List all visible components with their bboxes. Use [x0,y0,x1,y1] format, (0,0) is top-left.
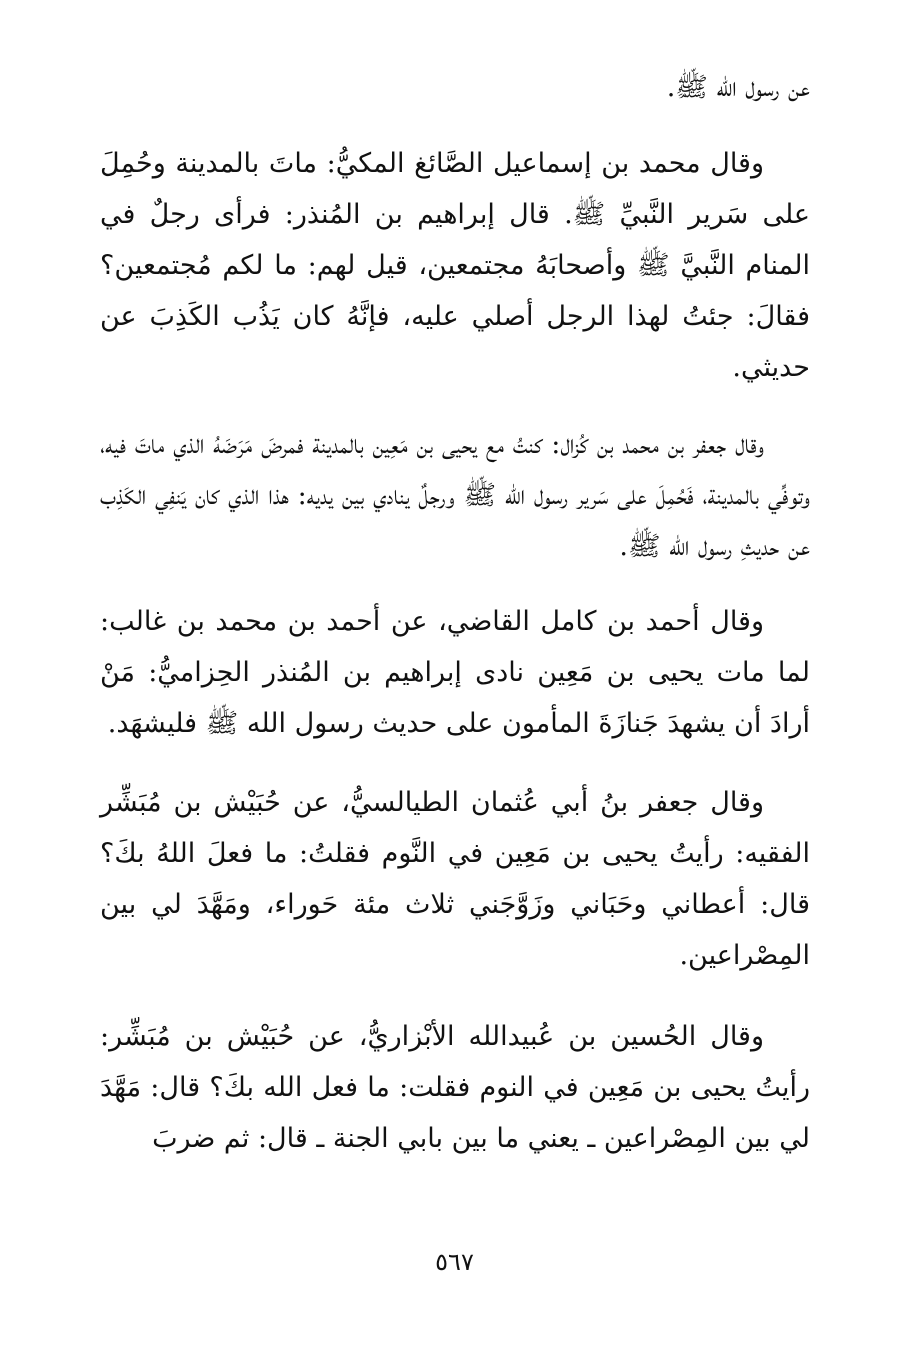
paragraph-continuation: عن رسول الله ﷺ. [666,72,810,103]
paragraph-jafar-kuzal: وقال جعفر بن محمد بن كُزال: كنتُ مع يحيى بن مَعِين بالمدينة فمرضَ مَرَضَهُ الذي ماتَ فيه، وتوفِّي بالمدينة، فَحُمِلَ على سَرير رسول الله ﷺ ورجلٌ ينادي بين يديه: هذا الذي كان يَنفِي الكَذِب عن حديثِ رسول الله ﷺ. [100,429,810,562]
paragraph-ibn-ismail: وقال محمد بن إسماعيل الصَّائغ المكيُّ: ماتَ بالمدينة وحُمِلَ على سَرير النَّبيِّ ﷺ. قال إبراهيم بن المُنذر: فرأى رجلٌ في المنام النَّبيَّ ﷺ وأصحابَهُ مجتمعين، قيل لهم: ما لكم مُجتمعين؟ فقالَ: جئتُ لهذا الرجل أصلي عليه، فإنَّهُ كان يَذُب الكَذِبَ عن حديثي. [100,148,810,383]
page-body [100,62,810,1302]
paragraph-jafar-tayalisi: وقال جعفر بنُ أبي عُثمان الطيالسيُّ، عن حُبَيْش بن مُبَشِّر الفقيه: رأيتُ يحيى بن مَعِين في النَّوم فقلتُ: ما فعلَ اللهُ بكَ؟ قال: أعطاني وحَبَاني وزَوَّجَني ثلاث مئة حَوراء، ومَهَّدَ لي بين المِصْراعين. [100,787,810,971]
page-number: ٥٦٧ [435,1248,474,1276]
paragraph-ahmad-kamil: وقال أحمد بن كامل القاضي، عن أحمد بن محمد بن غالب: لما مات يحيى بن مَعِين نادى إبراهيم بن المُنذر الحِزاميُّ: مَنْ أرادَ أن يشهدَ جَنازَةَ المأمون على حديث رسول الله ﷺ فليشهَد. [100,606,810,739]
paragraph-husayn-abzari: وقال الحُسين بن عُبيدالله الأبْزاريُّ، عن حُبَيْش بن مُبَشِّر: رأيتُ يحيى بن مَعِين في النوم فقلت: ما فعل الله بكَ؟ قال: مَهَّدَ لي بين المِصْراعين ـ يعني ما بين بابي الجنة ـ قال: ثم ضربَ [100,1021,810,1154]
